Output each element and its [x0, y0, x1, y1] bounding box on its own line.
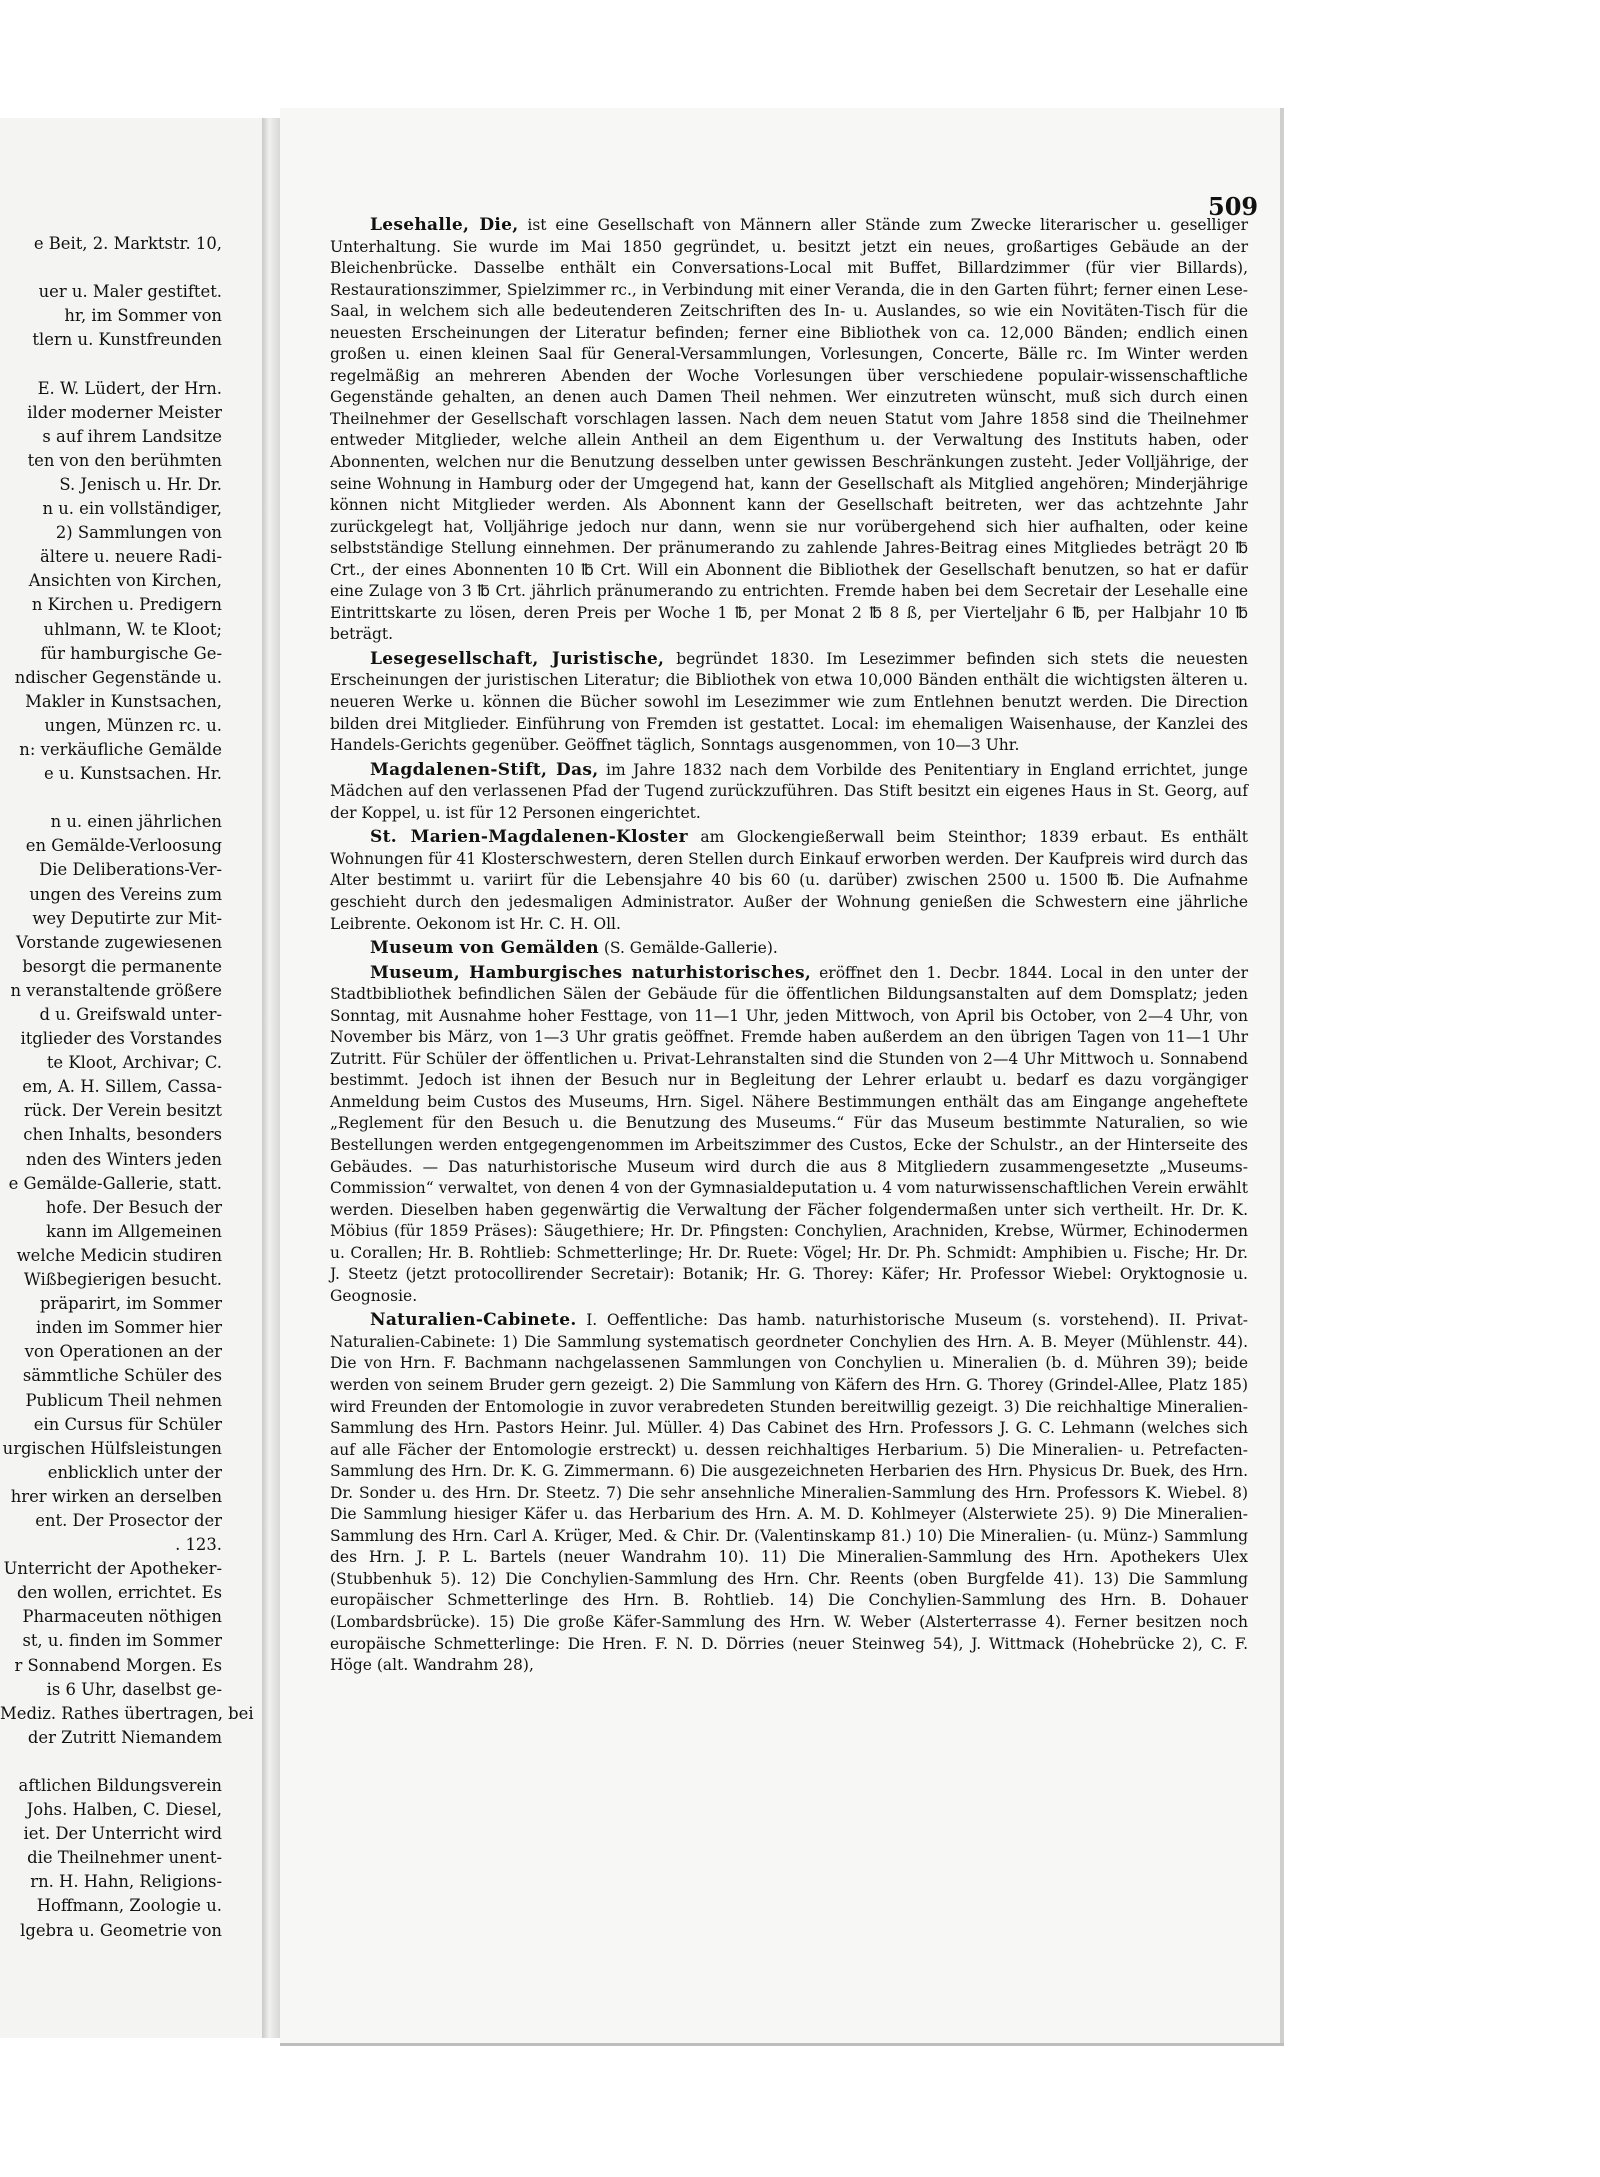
- left-page-line: Wißbegierigen besucht.: [23, 1270, 222, 1290]
- left-page-line: besorgt die permanente: [22, 956, 222, 976]
- dictionary-entry: [330, 1310, 1248, 1676]
- entry-headword: Museum, Hamburgisches naturhistorisches,: [370, 962, 812, 983]
- left-page-line: chen Inhalts, besonders: [23, 1125, 222, 1145]
- left-page-line: st, u. finden im Sommer: [22, 1631, 222, 1651]
- left-page-line: 2) Sammlungen von: [55, 523, 222, 543]
- left-page-line: r Sonnabend Morgen. Es: [14, 1655, 222, 1675]
- left-page-line: Mediz. Rathes übertragen, bei: [0, 1703, 254, 1723]
- left-page-line: n Kirchen u. Predigern: [31, 595, 222, 615]
- left-page-line: der Zutritt Niemandem: [27, 1727, 222, 1747]
- left-page-line: präparirt, im Sommer: [40, 1294, 222, 1314]
- left-page-line: welche Medicin studiren: [16, 1245, 222, 1265]
- left-page-line: ein Cursus für Schüler: [33, 1414, 222, 1434]
- left-page-line: ungen des Vereins zum: [29, 884, 222, 904]
- left-page-line: aftlichen Bildungsverein: [18, 1776, 222, 1795]
- dictionary-entry: [330, 938, 1248, 960]
- left-page-line: [0, 786, 222, 810]
- left-page-line: Makler in Kunstsachen,: [25, 691, 222, 711]
- left-page-column: [0, 232, 254, 1943]
- left-page-line: rück. Der Verein besitzt: [23, 1101, 222, 1121]
- entry-headword: Naturalien-Cabinete.: [370, 1310, 577, 1331]
- entry-headword: Lesegesellschaft, Juristische,: [370, 648, 665, 669]
- left-page-line: n u. einen jährlichen: [50, 812, 222, 832]
- entry-text: begründet 1830. Im Lesezimmer befinden sich stets die neuesten Erscheinungen der juristischen Literatur; die Bibliothek von etwa 10,000 Bänden enthält die wichtigsten älteren u. neueren Werke u. können die Bücher sowohl im Lesezimmer wie zum Entlehnen benutzt werden. Die Direction bilden drei Mitglieder. Einführung von Fremden ist gestattet. Local: im ehemaligen Waisenhause, der Kanzlei des Handels-Gerichts gegenüber. Geöffnet täglich, Sonntags ausgenommen, von 10—3 Uhr.: [330, 649, 1248, 755]
- book-gutter: [262, 118, 280, 2038]
- left-page-line: [0, 256, 222, 280]
- entry-headword: Museum von Gemälden: [370, 938, 599, 959]
- left-page-line: e Beit, 2. Marktstr. 10,: [33, 234, 222, 253]
- left-page-line: ent. Der Prosector der: [35, 1510, 222, 1530]
- left-page-line: n: verkäufliche Gemälde: [19, 739, 222, 759]
- page-number: 509: [1208, 192, 1259, 221]
- left-page-line: e Gemälde-Gallerie, statt.: [8, 1173, 222, 1193]
- left-page-line: Ansichten von Kirchen,: [28, 571, 222, 591]
- left-page-line: iet. Der Unterricht wird: [23, 1824, 222, 1844]
- left-page-line: den wollen, errichtet. Es: [16, 1583, 222, 1603]
- dictionary-entry: [330, 215, 1248, 646]
- left-page-line: hrer wirken an derselben: [10, 1486, 222, 1506]
- left-page-line: em, A. H. Sillem, Cassa-: [22, 1077, 222, 1097]
- left-page-line: Die Deliberations-Ver-: [39, 860, 222, 880]
- left-page-line: ungen, Münzen rc. u.: [44, 715, 222, 735]
- left-page-line: e u. Kunstsachen. Hr.: [43, 764, 222, 784]
- left-page-line: [0, 1750, 222, 1774]
- left-page-line: lgebra u. Geometrie von: [20, 1920, 222, 1940]
- dictionary-entry: [330, 827, 1248, 935]
- left-page-line: hr, im Sommer von: [64, 306, 222, 326]
- left-page-line: ilder moderner Meister: [27, 402, 222, 422]
- left-page-line: sämmtliche Schüler des: [22, 1366, 222, 1386]
- left-page-line: Unterricht der Apotheker-: [3, 1559, 222, 1579]
- entry-text: (S. Gemälde-Gallerie).: [603, 939, 778, 958]
- entry-text: im Jahre 1832 nach dem Vorbilde des Penitentiary in England errichtet, junge Mädchen auf den verlassenen Pfad der Tugend zurückzuführen. Das Stift besitzt ein eigenes Haus in St. Georg, auf der Koppel, u. ist für 12 Personen eingerichtet.: [330, 760, 1248, 822]
- right-page-column: [330, 215, 1248, 1680]
- left-page-line: Vorstande zugewiesenen: [15, 932, 222, 952]
- dictionary-entry: [330, 649, 1248, 757]
- page-edge: [1280, 108, 1284, 2043]
- dictionary-entry: [330, 963, 1248, 1308]
- entry-text: am Glockengießerwall beim Steinthor; 1839 erbaut. Es enthält Wohnungen für 41 Klosterschwestern, deren Stellen durch Einkauf erworben werden. Der Kaufpreis wird durch das Alter bestimmt u. variirt für die Lebensjahre 40 bis 60 (u. darüber) zwischen 2500 u. 1500 ℔. Die Aufnahme geschieht durch den jedesmaligen Administrator. Außer der Wohnung genießen die Schwestern eine jährliche Leibrente. Oekonom ist Hr. C. H. Oll.: [330, 828, 1248, 933]
- left-page-line: Johs. Halben, C. Diesel,: [26, 1800, 222, 1820]
- entry-headword: St. Marien-Magdalenen-Kloster: [370, 827, 688, 848]
- left-page-line: te Kloot, Archivar; C.: [46, 1053, 222, 1073]
- left-page-line: d u. Greifswald unter-: [39, 1005, 222, 1024]
- left-page-line: n veranstaltende größere: [10, 980, 222, 1000]
- left-page-line: E. W. Lüdert, der Hrn.: [37, 378, 222, 398]
- page-bottom-edge: [280, 2043, 1284, 2046]
- left-page-line: enblicklich unter der: [47, 1462, 222, 1482]
- entry-text: ist eine Gesellschaft von Männern aller Stände zum Zwecke literarischer u. geselliger Unterhaltung. Sie wurde im Mai 1850 gegründet, u. besitzt jetzt ein neues, großartiges Gebäude an der Bleichenbrücke. Dasselbe enthält ein Conversations-Local mit Buffet, Billardzimmer (für vier Billards), Restaurationszimmer, Spielzimmer rc., in Verbindung mit einer Veranda, die in den Garten führt; ferner einen Lese-Saal, in welchem sich alle bedeutenderen Zeitschriften des In- u. Auslandes, so wie ein Novitäten-Tisch für die neuesten Erscheinungen der Literatur befinden; ferner eine Bibliothek von ca. 12,000 Bänden; endlich einen großen u. einen kleinen Saal für General-Versammlungen, Vorlesungen, Concerte, Bälle rc. Im Winter werden regelmäßig an mehreren Abenden der Woche Vorlesungen über verschiedene populair-wissenschaftliche Gegenstände gehalten, an denen auch Damen Theil nehmen. Wer einzutreten wünscht, muß sich durch einen Theilnehmer der Gesellschaft vorschlagen lassen. Nach dem neuen Statut vom Jahre 1858 sind die Theilnehmer entweder Mitglieder, welche allein Antheil an dem Eigenthum u. der Verwaltung des Instituts haben, oder Abonnenten, welchen nur die Benutzung desselben unter gewissen Beschränkungen zusteht. Jeder Volljährige, der seine Wohnung in Hamburg oder der Umgegend hat, kann der Gesellschaft als Mitglied angehören; Minderjährige können nicht Mitglieder werden. Als Abonnent kann der Gesellschaft beitreten, wer das achtzehnte Jahr zurückgelegt hat, Volljährige jedoch nur dann, wenn sie nur vorübergehend sich hier aufhalten, oder keine selbstständige Stellung einnehmen. Der pränumerando zu zahlende Jahres-Beitrag eines Mitgliedes beträgt 20 ℔ Crt., der eines Abonnenten 10 ℔ Crt. Will ein Abonnent die Bibliothek der Gesellschaft benutzen, so hat er dafür eine Zulage von 3 ℔ Crt. jährlich pränumerando zu entrichten. Fremde haben bei dem Secretair der Lesehalle eine Eintrittskarte zu lösen, deren Preis per Woche 1 ℔, per Monat 2 ℔ 8 ß, per Vierteljahr 6 ℔, per Halbjahr 10 ℔ beträgt.: [330, 216, 1248, 644]
- left-page-line: nden des Winters jeden: [26, 1149, 222, 1169]
- left-page-line: tlern u. Kunstfreunden: [32, 330, 222, 350]
- left-page-line: rn. H. Hahn, Religions-: [30, 1872, 222, 1892]
- left-page-line: für hamburgische Ge-: [40, 643, 222, 663]
- left-page-line: Hoffmann, Zoologie u.: [36, 1896, 222, 1916]
- left-page-line: ndischer Gegenstände u.: [14, 667, 222, 687]
- left-page-line: is 6 Uhr, daselbst ge-: [46, 1679, 222, 1699]
- left-page-line: wey Deputirte zur Mit-: [32, 908, 222, 928]
- left-page-line: ten von den berühmten: [27, 450, 222, 470]
- left-page-line: s auf ihrem Landsitze: [42, 426, 222, 446]
- entry-text: I. Oeffentliche: Das hamb. naturhistorische Museum (s. vorstehend). II. Privat-Naturalien-Cabinete: 1) Die Sammlung systematisch geordneter Conchylien des Hrn. A. B. Meyer (Mühlenstr. 44). Die von Hrn. F. Bachmann nachgelassenen Sammlungen von Conchylien u. Mineralien (b. d. Mühren 39); beide werden von seinem Bruder gern gezeigt. 2) Die Sammlung von Käfern des Hrn. G. Thorey (Grindel-Allee, Platz 185) wird Freunden der Entomologie in zuvor verabredeten Stunden bereitwillig gezeigt. 3) Die reichhaltige Mineralien-Sammlung des Hrn. Pastors Heinr. Jul. Müller. 4) Das Cabinet des Hrn. Professors J. G. C. Lehmann (welches sich auf alle Fächer der Entomologie erstreckt) u. dessen reichhaltiges Herbarium. 5) Die Mineralien- u. Petrefacten-Sammlung des Hrn. Dr. K. G. Zimmermann. 6) Die ausgezeichneten Herbarien des Hrn. Physicus Dr. Buek, des Hrn. Dr. Sonder u. des Hrn. Dr. Steetz. 7) Die sehr ansehnliche Mineralien-Sammlung des Hrn. Professors K. Wiebel. 8) Die Sammlung hiesiger Käfer u. das Herbarium des Hrn. A. M. D. Kohlmeyer (Alsterwiete 25). 9) Die Mineralien-Sammlung des Hrn. Carl A. Krüger, Med. & Chir. Dr. (Valentinskamp 81.) 10) Die Mineralien- (u. Münz-) Sammlung des Hrn. J. P. L. Bartels (neuer Wandrahm 10). 11) Die Mineralien-Sammlung des Hrn. Apothekers Ulex (Stubbenhuk 5). 12) Die Conchylien-Sammlung des Hrn. Chr. Reents (oben Burgfelde 41). 13) Die Sammlung europäischer Schmetterlinge des Hrn. B. Rohtlieb. 14) Die Conchylien-Sammlung des Hrn. B. Dohauer (Lombardsbrücke). 15) Die große Käfer-Sammlung des Hrn. W. Weber (Alsterterrasse 4). Ferner besitzen noch europäische Schmetterlinge: Die Hren. F. N. D. Dörries (neuer Steinweg 54), J. Wittmack (Hohebrücke 2), C. F. Höge (alt. Wandrahm 28),: [330, 1311, 1248, 1675]
- left-page-line: uhlmann, W. te Kloot;: [43, 619, 222, 639]
- left-page-line: von Operationen an der: [24, 1342, 222, 1362]
- left-page-line: en Gemälde-Verloosung: [25, 836, 222, 856]
- left-page-line: [0, 352, 222, 376]
- left-page-line: itglieder des Vorstandes: [20, 1029, 222, 1049]
- left-page-line: hofe. Der Besuch der: [45, 1197, 222, 1217]
- left-page-line: inden im Sommer hier: [35, 1318, 222, 1338]
- dictionary-entry: [330, 760, 1248, 825]
- entry-headword: Magdalenen-Stift, Das,: [370, 759, 599, 780]
- entry-text: eröffnet den 1. Decbr. 1844. Local in den unter der Stadtbibliothek befindlichen Sälen der Gebäude für die öffentlichen Bildungsanstalten auf dem Domsplatz; jeden Sonntag, mit Ausnahme hoher Festtage, von 11—1 Uhr, jeden Mittwoch, von April bis October, von 2—4 Uhr, von November bis März, von 1—3 Uhr gratis geöffnet. Fremde haben außerdem an den übrigen Tagen von 11—1 Uhr Zutritt. Für Schüler der öffentlichen u. Privat-Lehranstalten sind die Stunden von 2—4 Uhr Mittwoch u. Sonnabend bestimmt. Jedoch ist ihnen der Besuch nur in Begleitung der Lehrer erlaubt u. bedarf es dazu vorgängiger Anmeldung beim Custos des Museums, Hrn. Sigel. Nähere Bestimmungen enthält das am Eingange angeheftete „Reglement für den Besuch u. die Benutzung des Museums.“ Für das Museum bestimmte Naturalien, so wie Bestellungen werden entgegengenommen im Arbeitszimmer des Custos, Ecke der Schulstr., an der Hinterseite des Gebäudes. — Das naturhistorische Museum wird durch die aus 8 Mitgliedern zusammengesetzte „Museums-Commission“ verwaltet, von denen 4 von der Gymnasialdeputation u. 4 vom naturwissenschaftlichen Verein erwählt werden. Dieselben haben gegenwärtig die Verwaltung der Fächer folgendermaßen unter sich vertheilt. Hr. Dr. K. Möbius (für 1859 Präses): Säugethiere; Hr. Dr. Pfingsten: Conchylien, Arachniden, Krebse, Würmer, Echinodermen u. Corallen; Hr. B. Rohtlieb: Schmetterlinge; Hr. Dr. Ruete: Vögel; Hr. Dr. Ph. Schmidt: Amphibien u. Fische; Hr. Dr. J. Steetz (jetzt protocollirender Secretair): Botanik; Hr. G. Thorey: Käfer; Hr. Professor Wiebel: Oryktognosie u. Geognosie.: [330, 963, 1248, 1305]
- left-page-line: ältere u. neuere Radi-: [39, 547, 222, 567]
- left-page-line: n u. ein vollständiger,: [42, 499, 222, 519]
- entry-headword: Lesehalle, Die,: [370, 215, 519, 235]
- left-page-line: urgischen Hülfsleistungen: [2, 1438, 222, 1458]
- left-page-line: S. Jenisch u. Hr. Dr.: [59, 474, 222, 494]
- left-page-line: die Theilnehmer unent-: [27, 1848, 222, 1868]
- left-page-line: Pharmaceuten nöthigen: [22, 1607, 222, 1627]
- left-page-line: Publicum Theil nehmen: [25, 1390, 222, 1410]
- left-page-line: kann im Allgemeinen: [46, 1221, 222, 1241]
- left-page-line: . 123.: [175, 1535, 222, 1555]
- left-page-line: uer u. Maler gestiftet.: [38, 282, 222, 302]
